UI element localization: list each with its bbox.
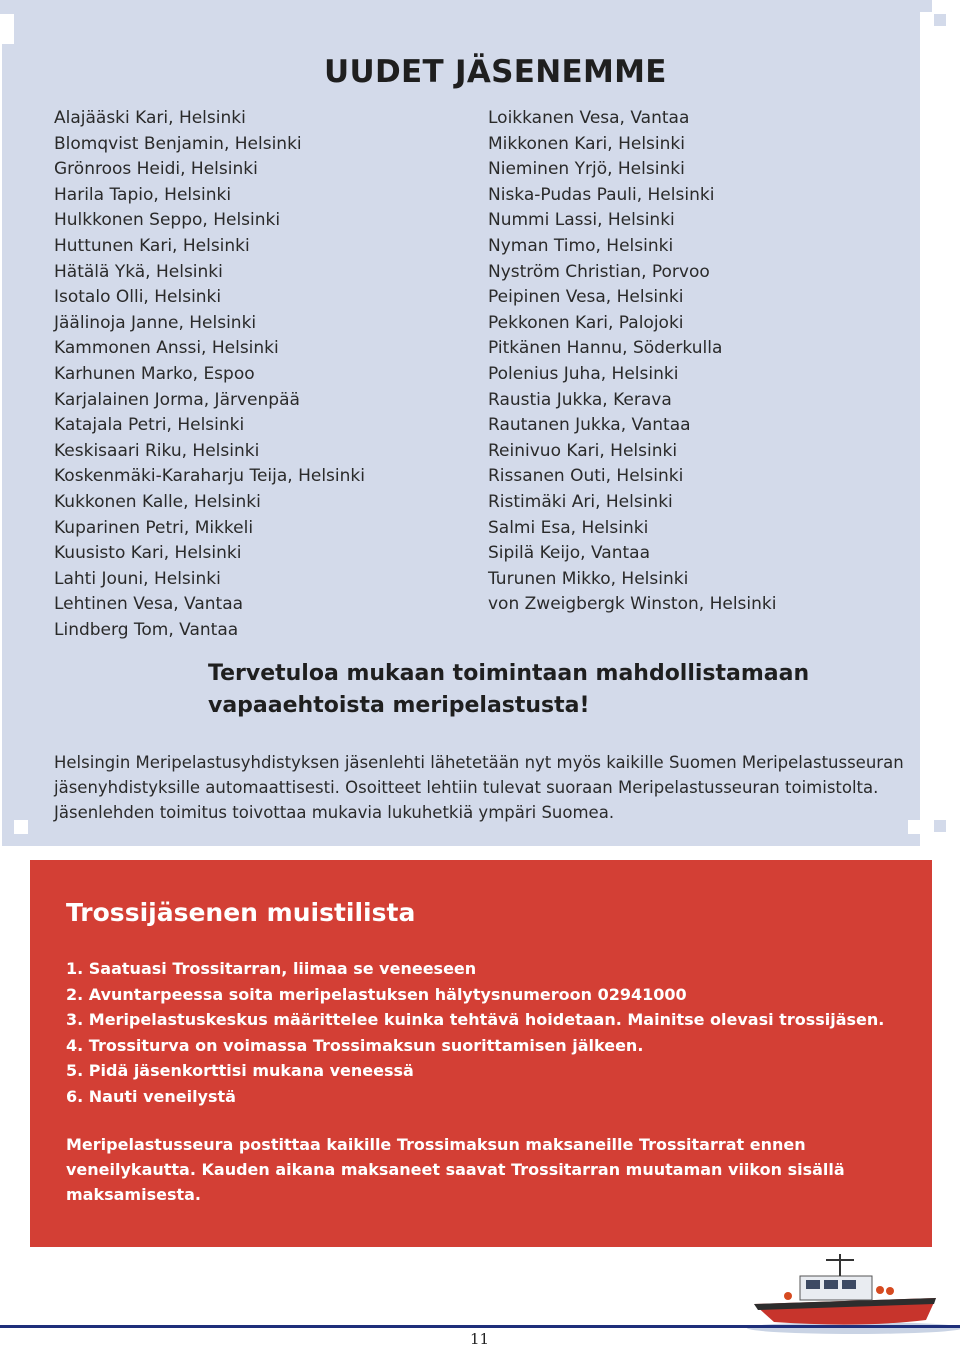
member-entry: Hulkkonen Seppo, Helsinki [54, 210, 281, 231]
member-entry: Lahti Jouni, Helsinki [54, 568, 221, 589]
corner-square-decoration [920, 0, 932, 12]
corner-square-decoration [934, 14, 946, 26]
member-entry: Salmi Esa, Helsinki [488, 517, 649, 538]
member-entry: Isotalo Olli, Helsinki [54, 287, 222, 308]
checklist-item: 1. Saatuasi Trossitarran, liimaa se veneeseen [66, 959, 477, 978]
checklist-item: 5. Pidä jäsenkorttisi mukana veneessä [66, 1061, 414, 1080]
member-entry: Nieminen Yrjö, Helsinki [488, 159, 685, 180]
member-entry: Niska-Pudas Pauli, Helsinki [488, 184, 715, 205]
members-panel-top [14, 0, 920, 40]
member-entry: Ristimäki Ari, Helsinki [488, 491, 673, 512]
corner-square-decoration [908, 820, 922, 834]
member-entry: Kuparinen Petri, Mikkeli [54, 517, 254, 538]
member-entry: Lindberg Tom, Vantaa [54, 619, 239, 640]
member-entry: Karjalainen Jorma, Järvenpää [54, 389, 300, 410]
member-entry: Grönroos Heidi, Helsinki [54, 159, 258, 180]
footer-rule [0, 1325, 960, 1328]
member-entry: Kuusisto Kari, Helsinki [54, 543, 242, 564]
member-entry: Karhunen Marko, Espoo [54, 363, 255, 384]
member-entry: Turunen Mikko, Helsinki [488, 568, 689, 589]
checklist-item: 6. Nauti veneilystä [66, 1086, 236, 1106]
checklist-item: 4. Trossiturva on voimassa Trossimaksun suorittamisen jälkeen. [66, 1035, 644, 1055]
member-entry: Keskisaari Riku, Helsinki [54, 440, 260, 461]
member-entry: Reinivuo Kari, Helsinki [488, 440, 678, 461]
member-entry: Sipilä Keijo, Vantaa [488, 543, 650, 564]
members-list-left [54, 106, 365, 643]
corner-square-decoration [2, 36, 14, 44]
member-entry: Jäälinoja Janne, Helsinki [54, 312, 257, 333]
member-entry: Hätälä Ykä, Helsinki [54, 261, 223, 282]
member-entry: Mikkonen Kari, Helsinki [488, 133, 685, 154]
member-entry: Raustia Jukka, Kerava [488, 389, 672, 410]
corner-square-decoration [0, 0, 14, 14]
page-title: UUDET JÄSENEMME [324, 54, 667, 90]
member-entry: Peipinen Vesa, Helsinki [488, 287, 684, 308]
checklist-item: 2. Avuntarpeessa soita meripelastuksen hälytysnumeroon 02941000 [66, 984, 687, 1004]
checklist-box [30, 860, 932, 1247]
member-entry: Nyman Timo, Helsinki [488, 235, 674, 256]
checklist-note: Meripelastusseura postittaa kaikille Trossimaksun maksaneille Trossitarrat ennen veneilykautta. Kauden aikana maksaneet saavat Trossitarran muutaman viikon sisällä maksamisesta. [66, 1135, 845, 1204]
page-number: 11 [470, 1330, 490, 1345]
corner-square-decoration [934, 820, 946, 832]
member-entry: Harila Tapio, Helsinki [54, 184, 232, 205]
member-entry: von Zweigbergk Winston, Helsinki [488, 594, 777, 615]
checklist-items [66, 956, 884, 1109]
welcome-heading: Tervetuloa mukaan toimintaan mahdollistamaan vapaaehtoista meripelastusta! [208, 661, 810, 718]
intro-paragraph: Helsingin Meripelastusyhdistyksen jäsenlehti lähetetään nyt myös kaikille Suomen Meripelastusseuran jäsenyhdistyksille automaattisesti. Osoitteet lehtiin tulevat suoraan Meripelastusseuran toimistolta. Jäsenlehden toimitus toivottaa mukavia lukuhetkiä ympäri Suomea. [54, 753, 904, 822]
member-entry: Pekkonen Kari, Palojoki [488, 312, 684, 333]
member-entry: Alajääski Kari, Helsinki [54, 108, 246, 128]
member-entry: Rissanen Outi, Helsinki [488, 466, 684, 487]
member-entry: Lehtinen Vesa, Vantaa [54, 594, 244, 615]
members-list-right [488, 106, 776, 618]
member-entry: Kukkonen Kalle, Helsinki [54, 491, 261, 512]
corner-square-decoration [22, 24, 34, 36]
checklist-title: Trossijäsenen muistilista [66, 898, 416, 927]
member-entry: Blomqvist Benjamin, Helsinki [54, 133, 302, 154]
member-entry: Pitkänen Hannu, Söderkulla [488, 338, 723, 359]
member-entry: Polenius Juha, Helsinki [488, 363, 679, 384]
member-entry: Rautanen Jukka, Vantaa [488, 415, 691, 436]
corner-square-decoration [14, 820, 28, 834]
checklist-item: 3. Meripelastuskeskus määrittelee kuinka tehtävä hoidetaan. Mainitse olevasi trossijäsen. [66, 1010, 885, 1029]
member-entry: Huttunen Kari, Helsinki [54, 235, 250, 256]
member-entry: Nummi Lassi, Helsinki [488, 210, 675, 231]
member-entry: Nyström Christian, Porvoo [488, 261, 710, 282]
rescue-boat-image [740, 1250, 960, 1335]
member-entry: Koskenmäki-Karaharju Teija, Helsinki [54, 466, 365, 487]
member-entry: Katajala Petri, Helsinki [54, 415, 245, 436]
member-entry: Kammonen Anssi, Helsinki [54, 338, 279, 359]
member-entry: Loikkanen Vesa, Vantaa [488, 108, 690, 128]
